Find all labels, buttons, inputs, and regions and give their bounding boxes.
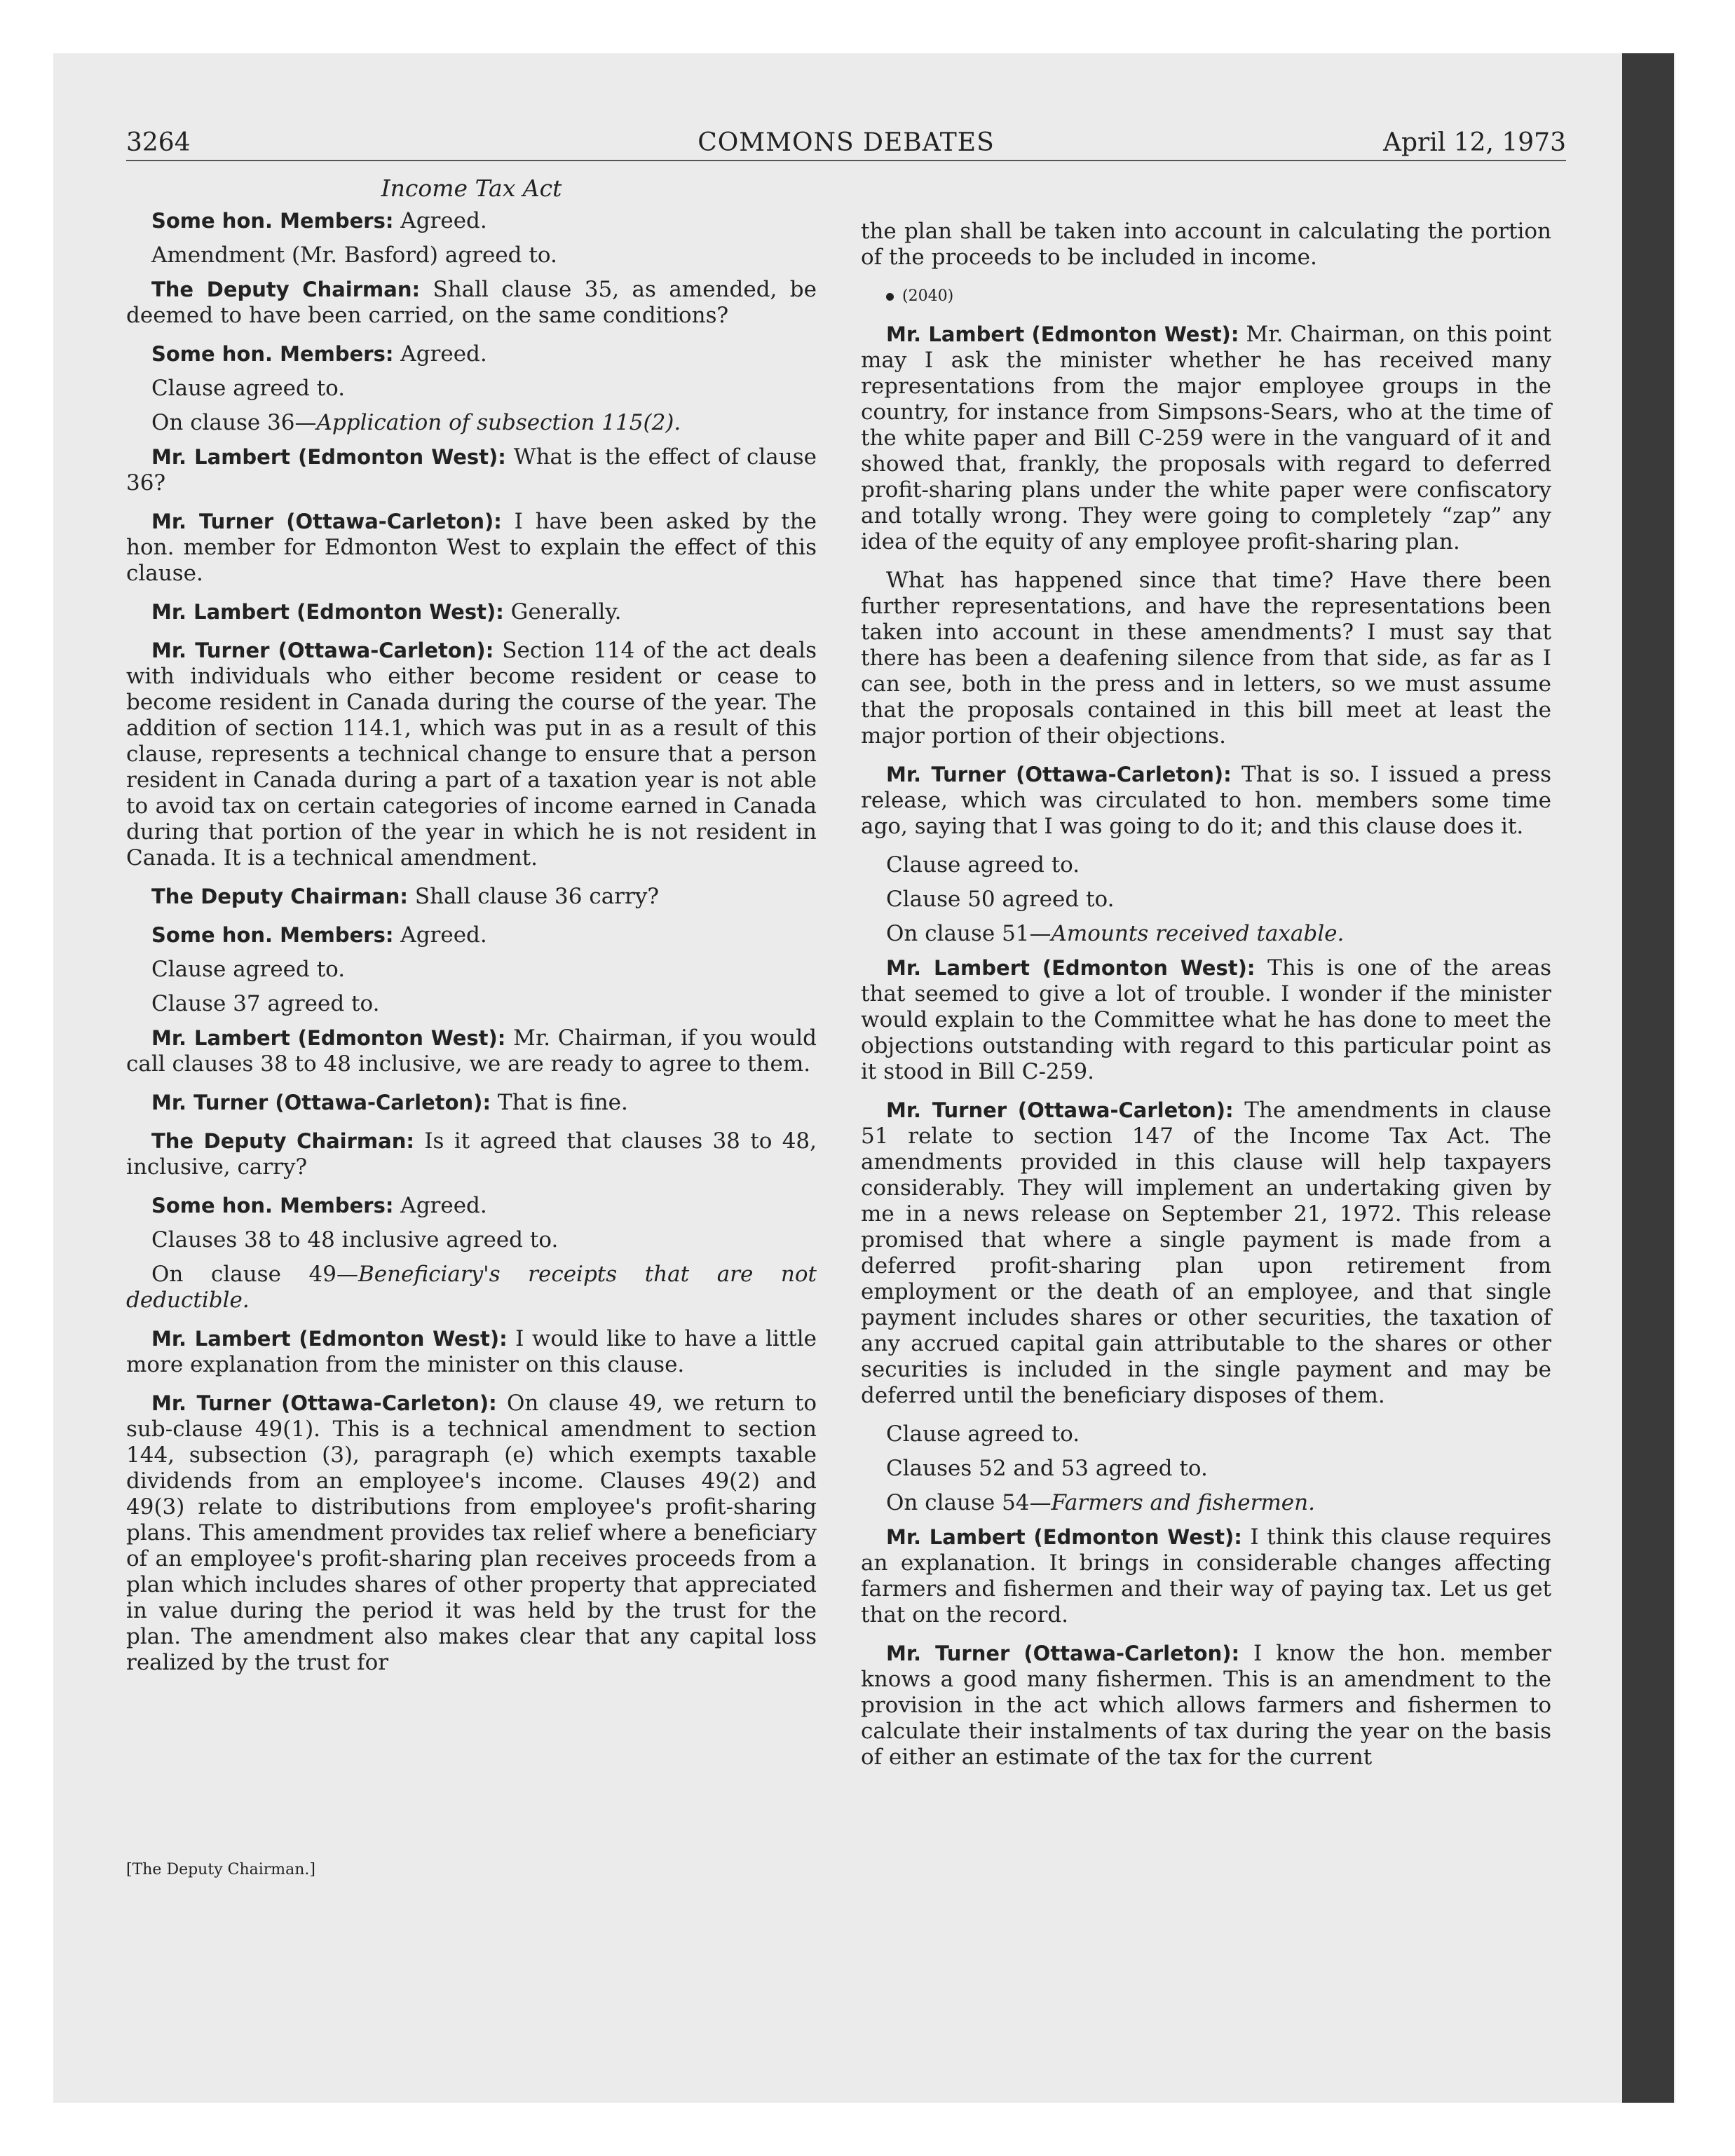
speech: I have been asked by the hon. member for Edmonton West to explain the effect of this clause.	[126, 509, 817, 586]
speaker: Mr. Lambert (Edmonton West):	[886, 1525, 1242, 1549]
speech: Shall clause 36 carry?	[407, 884, 659, 909]
speaker: Mr. Turner (Ottawa-Carleton):	[886, 763, 1232, 786]
paragraph	[861, 921, 1551, 947]
paragraph	[861, 322, 1551, 555]
paragraph	[126, 884, 817, 910]
speaker: Some hon. Members:	[151, 1194, 394, 1217]
publication-title: COMMONS DEBATES	[698, 128, 995, 157]
paragraph	[861, 1524, 1551, 1628]
speaker: Some hon. Members:	[151, 342, 394, 366]
clause-prefix: On clause 49—	[151, 1262, 358, 1287]
speech: Shall clause 35, as amended, be deemed to have been carried, on the same conditions?	[126, 277, 817, 328]
paragraph: Amendment (Mr. Basford) agreed to.	[151, 243, 557, 268]
speaker: Mr. Lambert (Edmonton West):	[886, 956, 1256, 980]
paragraph	[126, 208, 817, 234]
issue-date: April 12, 1973	[1382, 128, 1566, 157]
paragraph: the plan shall be taken into account in calculating the portion of the proceeds to be included in income.	[861, 219, 1551, 270]
clause-prefix: On clause 51—	[886, 921, 1052, 946]
paragraph	[126, 410, 817, 436]
paragraph	[126, 1128, 817, 1180]
clause-prefix: On clause 36—	[151, 410, 317, 435]
paragraph	[126, 1326, 817, 1378]
paragraph	[126, 277, 817, 329]
speaker: Some hon. Members:	[151, 209, 394, 233]
speech: Generally.	[503, 599, 622, 625]
speaker: Mr. Turner (Ottawa-Carleton):	[151, 1391, 497, 1415]
speech: That is fine.	[491, 1090, 628, 1115]
paragraph	[861, 762, 1551, 840]
paragraph	[126, 638, 817, 871]
speaker: The Deputy Chairman:	[151, 885, 408, 908]
speaker: Mr. Lambert (Edmonton West):	[151, 600, 504, 624]
speech: Mr. Chairman, on this point may I ask the minister whether he has received many representations from the major employee groups in the country, for instance from Simpsons-Sears, who at the time of the white paper and Bill C-259 were in the vanguard of it and showed that, frankly, the proposals with regard to deferred profit-sharing plans under the white paper were confiscatory and totally wrong. They were going to completely “zap” any idea of the equity of any employee profit-sharing plan.	[861, 322, 1551, 554]
binding-edge	[1622, 53, 1674, 2103]
paragraph	[126, 599, 817, 625]
time-marker-text: (2040)	[902, 287, 954, 305]
speech: Agreed.	[393, 341, 487, 367]
paragraph	[126, 1391, 817, 1676]
paragraph: Clauses 38 to 48 inclusive agreed to.	[151, 1227, 559, 1253]
paragraph: Clause 50 agreed to.	[886, 887, 1115, 912]
left-column	[126, 175, 817, 1688]
right-column	[861, 175, 1551, 1783]
speech: I think this clause requires an explanation. It brings in considerable changes affecting farmers and fishermen and their way of paying tax. Let us get that on the record.	[861, 1524, 1551, 1628]
speaker: Mr. Turner (Ottawa-Carleton):	[886, 1642, 1240, 1665]
speaker: Mr. Turner (Ottawa-Carleton):	[151, 639, 494, 662]
speech: On clause 49, we return to sub-clause 49(1). This is a technical amendment to section 144, subsection (3), paragraph (e) which exempts taxable dividends from an employee's income. Clauses 49(2) and 49(3) relate to distributions from employee's profit-sharing plans. This amendment provides tax relief where a beneficiary of an employee's profit-sharing plan receives proceeds from a plan which includes shares of other property that appreciated in value during the period it was held by the trust for the plan. The amendment also makes clear that any capital loss realized by the trust for	[126, 1391, 817, 1675]
paragraph	[126, 341, 817, 367]
paragraph: Clause agreed to.	[151, 376, 346, 401]
speaker: The Deputy Chairman:	[151, 278, 421, 301]
speaker: Mr. Turner (Ottawa-Carleton):	[151, 1091, 491, 1114]
speech: Agreed.	[393, 922, 487, 948]
paragraph	[126, 509, 817, 587]
paragraph: Clause 37 agreed to.	[151, 991, 380, 1016]
paragraph	[126, 922, 817, 948]
clause-prefix: On clause 54—	[886, 1490, 1052, 1515]
speech: I know the hon. member knows a good many fishermen. This is an amendment to the provision in the act which allows farmers and fishermen to calculate their instalments of tax during the year on the basis of either an estimate of the tax for the current	[861, 1641, 1551, 1770]
speaker: Mr. Turner (Ottawa-Carleton):	[151, 510, 502, 533]
paragraph	[126, 1090, 817, 1116]
footnote: [The Deputy Chairman.]	[126, 1861, 316, 1878]
paragraph: Clause agreed to.	[151, 957, 346, 982]
speech: Is it agreed that clauses 38 to 48, inclusive, carry?	[126, 1128, 817, 1180]
paragraph	[861, 955, 1551, 1085]
page-number: 3264	[126, 128, 191, 157]
speaker: Some hon. Members:	[151, 923, 394, 947]
section-title: Income Tax Act	[381, 175, 562, 202]
paragraph	[126, 444, 817, 496]
speech: Agreed.	[393, 208, 487, 233]
paragraph	[861, 1098, 1551, 1409]
speaker: The Deputy Chairman:	[151, 1129, 414, 1153]
speaker: Mr. Lambert (Edmonton West):	[151, 1026, 506, 1050]
paragraph: Clauses 52 and 53 agreed to.	[886, 1456, 1208, 1481]
paragraph	[126, 1025, 817, 1077]
clause-title: Application of subsection 115(2).	[316, 410, 681, 435]
paragraph	[126, 1193, 817, 1219]
speech: I would like to have a little more explanation from the minister on this clause.	[126, 1326, 817, 1377]
speaker: Mr. Lambert (Edmonton West):	[151, 445, 506, 469]
speaker: Mr. Turner (Ottawa-Carleton):	[886, 1098, 1234, 1122]
clause-title: Amounts received taxable.	[1051, 921, 1345, 946]
speech: Section 114 of the act deals with individuals who either become resident or cease to become resident in Canada during the course of the year. The addition of section 114.1, which was put in as a result of this clause, represents a technical change to ensure that a person resident in Canada during a part of a taxation year is not able to avoid tax on certain categories of income earned in Canada during that portion of the year in which he is not resident in Canada. It is a technical amendment.	[126, 638, 817, 871]
paragraph: What has happened since that time? Have there been further representations, and have the representations been taken into account in these amendments? I must say that there has been a deafening silence from that side, as far as I can see, both in the press and in letters, so we must assume that the proposals contained in this bill meet at least the major portion of their objections.	[861, 568, 1551, 749]
paragraph	[126, 1262, 817, 1314]
time-marker	[861, 283, 1551, 309]
speaker: Mr. Lambert (Edmonton West):	[151, 1327, 508, 1351]
paragraph	[861, 1641, 1551, 1770]
speech: This is one of the areas that seemed to give a lot of trouble. I wonder if the minister would explain to the Committee what he has done to meet the objections outstanding with regard to this particular point as it stood in Bill C-259.	[861, 955, 1551, 1084]
speech: That is so. I issued a press release, which was circulated to hon. members some time ago, saying that I was going to do it; and this clause does it.	[861, 762, 1551, 839]
speech: The amendments in clause 51 relate to section 147 of the Income Tax Act. The amendments provided in this clause will help taxpayers considerably. They will implement an undertaking given by me in a news release on September 21, 1972. This release promised that where a single payment is made from a deferred profit-sharing plan upon retirement from employment or the death of an employee, and that single payment includes shares or other securities, the taxation of any accrued capital gain attributable to the shares or other securities is included in the single payment and may be deferred until the beneficiary disposes of them.	[861, 1098, 1551, 1408]
clause-title: Beneficiary's receipts that are not deductible.	[126, 1262, 817, 1313]
speech: Agreed.	[393, 1193, 487, 1218]
speaker: Mr. Lambert (Edmonton West):	[886, 322, 1239, 346]
paragraph: Clause agreed to.	[886, 1421, 1080, 1447]
clause-title: Farmers and fishermen.	[1051, 1490, 1315, 1515]
paragraph	[861, 1490, 1551, 1516]
speech: What is the effect of clause 36?	[126, 444, 817, 496]
bullet-icon	[886, 293, 894, 301]
running-header	[126, 126, 1566, 161]
paragraph: Clause agreed to.	[886, 852, 1080, 878]
speech: Mr. Chairman, if you would call clauses 38 to 48 inclusive, we are ready to agree to them.	[126, 1025, 817, 1077]
